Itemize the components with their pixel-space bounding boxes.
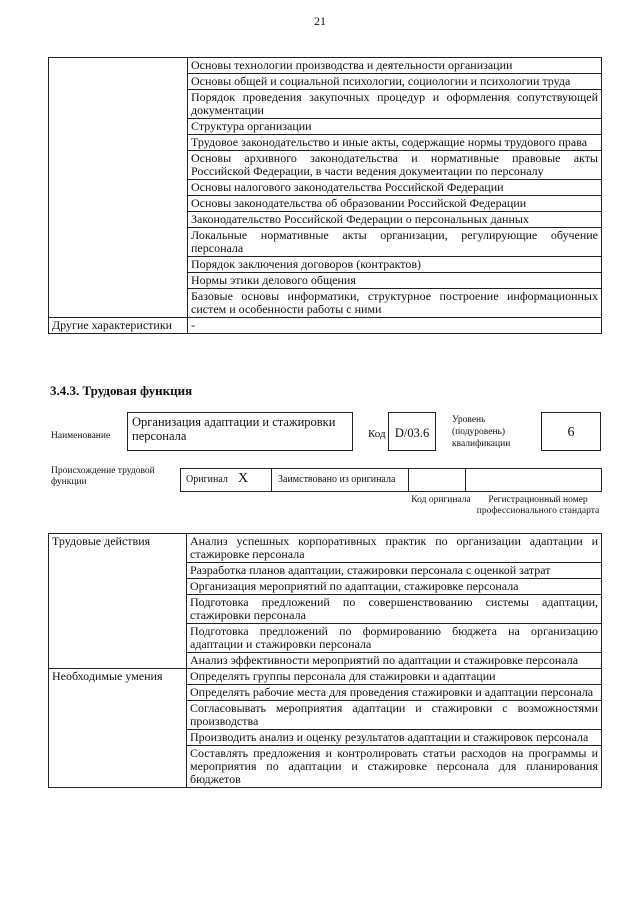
function-name: Организация адаптации и стажировки персонала — [132, 415, 336, 443]
skill-item: Составлять предложения и контролировать статьи расходов на программы и мероприятия по адаптации и стажировке персонала для планирования бюджетов — [187, 746, 602, 788]
knowledge-item: Основы законодательства об образовании Российской Федерации — [188, 196, 602, 212]
other-characteristics-value: - — [188, 318, 602, 334]
labor-action-item: Организация мероприятий по адаптации, стажировке персонала — [187, 579, 602, 595]
labor-action-item: Подготовка предложений по формированию бюджета на организацию адаптации и стажировки персонала — [187, 624, 602, 653]
origin-label: Происхождение трудовой функции — [51, 466, 155, 487]
labor-action-item: Подготовка предложений по совершенствованию системы адаптации, стажировки персонала — [187, 595, 602, 624]
skill-item: Определять рабочие места для проведения стажировки и адаптации персонала — [187, 685, 602, 701]
knowledge-item: Трудовое законодательство и иные акты, содержащие нормы трудового права — [188, 135, 602, 151]
name-label: Наименование — [51, 431, 111, 441]
borrowed-label: Заимствовано из оригинала — [278, 474, 396, 485]
function-name-box — [127, 412, 353, 451]
knowledge-item: Основы технологии производства и деятельности организации — [188, 58, 602, 74]
knowledge-item: Основы архивного законодательства и нормативные правовые акты Российской Федерации, в части ведения документации по персоналу — [188, 151, 602, 180]
other-characteristics-label: Другие характеристики — [49, 318, 188, 334]
code-value: D/03.6 — [394, 426, 430, 440]
level-value: 6 — [567, 425, 575, 440]
level-box — [541, 412, 601, 451]
level-label: Уровень (подуровень) квалификации — [452, 415, 511, 449]
code-box — [388, 412, 436, 451]
labor-action-item: Анализ эффективности мероприятий по адаптации и стажировке персонала — [187, 653, 602, 669]
knowledge-item: Структура организации — [188, 119, 602, 135]
code-original-cell — [408, 468, 466, 492]
knowledge-item: Законодательство Российской Федерации о персональных данных — [188, 212, 602, 228]
section-title: 3.4.3. Трудовая функция — [50, 383, 193, 398]
knowledge-item: Нормы этики делового общения — [188, 273, 602, 289]
code-label: Код — [368, 428, 386, 440]
original-mark: X — [238, 471, 249, 486]
labor-action-item: Разработка планов адаптации, стажировки персонала с оценкой затрат — [187, 563, 602, 579]
knowledge-table — [48, 57, 602, 334]
code-original-label: Код оригинала — [411, 495, 471, 505]
labor-actions-label: Трудовые действия — [49, 534, 187, 669]
knowledge-item: Локальные нормативные акты организации, регулирующие обучение персонала — [188, 228, 602, 257]
labor-action-item: Анализ успешных корпоративных практик по организации адаптации и стажировке персонала — [187, 534, 602, 563]
skill-item: Производить анализ и оценку результатов адаптации и стажировок персонала — [187, 730, 602, 746]
skill-item: Согласовывать мероприятия адаптации и стажировки с возможностями производства — [187, 701, 602, 730]
knowledge-label-cell — [49, 58, 188, 318]
reg-number-label: Регистрационный номер профессионального стандарта — [476, 495, 600, 516]
knowledge-item: Основы общей и социальной психологии, социологии и психологии труда — [188, 74, 602, 90]
original-label: Оригинал — [186, 474, 228, 485]
knowledge-item: Порядок проведения закупочных процедур и оформления сопутствующей документации — [188, 90, 602, 119]
page-number: 21 — [314, 14, 326, 28]
skills-label: Необходимые умения — [49, 669, 187, 788]
knowledge-item: Порядок заключения договоров (контрактов) — [188, 257, 602, 273]
knowledge-item: Базовые основы информатики, структурное построение информационных систем и особенности работы с ними — [188, 289, 602, 318]
skill-item: Определять группы персонала для стажировки и адаптации — [187, 669, 602, 685]
knowledge-item: Основы налогового законодательства Российской Федерации — [188, 180, 602, 196]
actions-table — [48, 533, 602, 788]
